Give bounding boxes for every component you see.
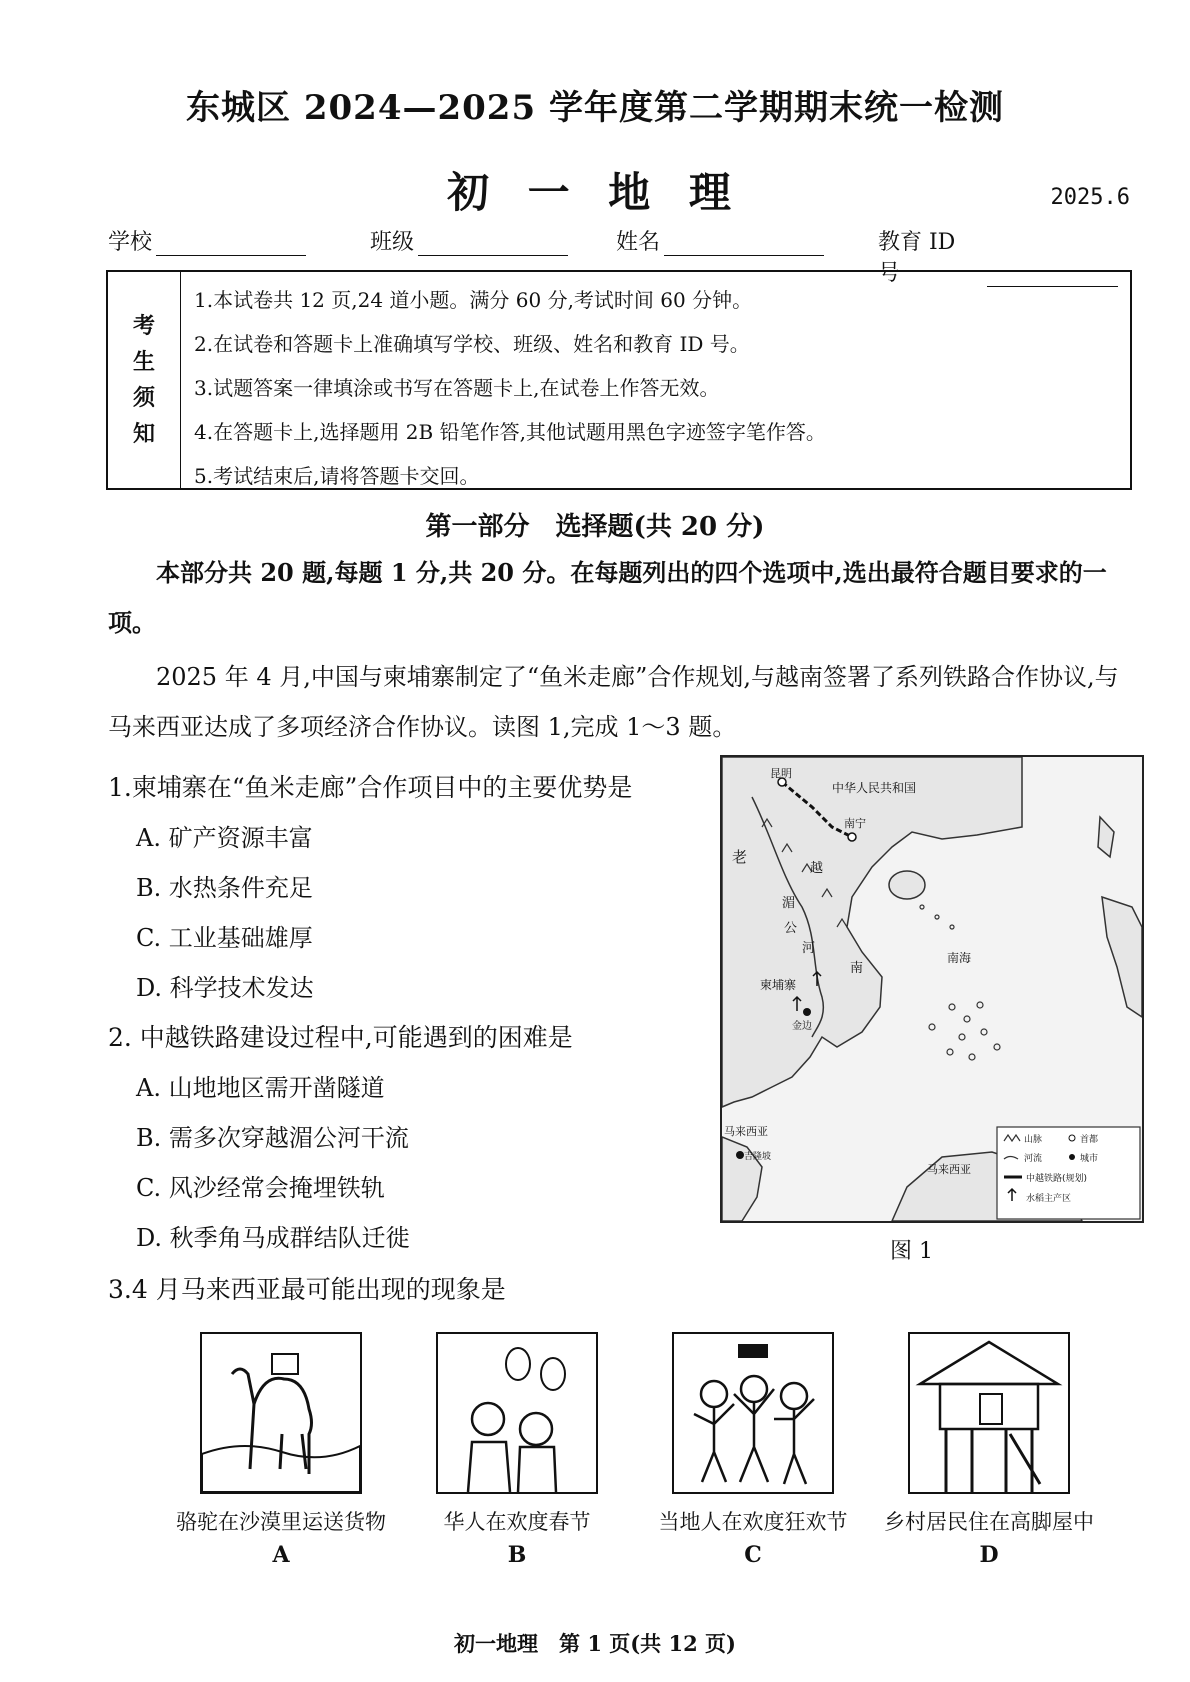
figure-1-map (720, 755, 1144, 1223)
hainan-island (889, 871, 925, 899)
map-label-south-china-sea: 南海 (947, 951, 972, 965)
option-c-letter[interactable]: C (744, 1542, 762, 1568)
spring-festival-icon (438, 1334, 596, 1492)
map-label-nanning: 南宁 (844, 817, 866, 830)
map-label-mekong-2: 公 (784, 921, 798, 936)
name-blank[interactable] (664, 229, 824, 256)
question-1-option-c[interactable]: C. 工业基础雄厚 (136, 924, 313, 952)
notice-box (106, 270, 1132, 490)
option-b-letter[interactable]: B (507, 1542, 527, 1568)
legend-mountain-label: 山脉 (1024, 1135, 1043, 1145)
option-a-camel-picture[interactable] (200, 1332, 362, 1494)
notice-item: 5.考试结束后,请将答题卡交回。 (194, 464, 480, 488)
question-2-option-c[interactable]: C. 风沙经常会掩埋铁轨 (136, 1174, 385, 1202)
notice-head-char: 知 (132, 421, 155, 447)
school-label: 学校 (108, 230, 153, 255)
notice-item: 3.试题答案一律填涂或书写在答题卡上,在试卷上作答无效。 (194, 376, 720, 400)
map-label-mekong-1: 湄 (782, 896, 796, 911)
exam-date: 2025.6 (1050, 185, 1130, 210)
philippines-shape (1102, 897, 1142, 1017)
option-c-caption: 当地人在欢度狂欢节 (658, 1510, 848, 1534)
notice-head-char: 生 (132, 349, 155, 375)
legend-capital-icon (1069, 1135, 1075, 1141)
option-b-spring-festival-picture[interactable] (436, 1332, 598, 1494)
map-label-mekong-3: 河 (802, 941, 816, 956)
notice-item: 1.本试卷共 12 页,24 道小题。满分 60 分,考试时间 60 分钟。 (194, 288, 753, 312)
legend-railway-label: 中越铁路(规划) (1026, 1174, 1088, 1184)
class-field[interactable] (370, 225, 568, 256)
taiwan-island (1098, 817, 1114, 857)
notice-item: 2.在试卷和答题卡上准确填写学校、班级、姓名和教育 ID 号。 (194, 332, 750, 356)
option-b-caption: 华人在欢度春节 (443, 1510, 591, 1534)
exam-title: 东城区 2024—2025 学年度第二学期期末统一检测 (186, 88, 1004, 128)
map-label-kunming: 昆明 (770, 767, 792, 780)
map-label-phnom-penh: 金边 (792, 1021, 812, 1032)
notice-item: 4.在答题卡上,选择题用 2B 铅笔作答,其他试题用黑色字迹签字笔作答。 (194, 420, 826, 444)
question-context: 2025 年 4 月,中国与柬埔寨制定了“鱼米走廊”合作规划,与越南签署了系列铁路合作协议,与马来西亚达成了多项经济合作协议。读图 1,完成 1～3 题。 (108, 663, 1119, 741)
nanning-marker (848, 833, 856, 841)
school-blank[interactable] (156, 229, 306, 256)
name-label: 姓名 (616, 230, 661, 255)
id-label: 教育 ID 号 (878, 230, 956, 286)
mainland-shape (722, 757, 1022, 1107)
malay-peninsula-shape (722, 1137, 762, 1221)
notice-heading (108, 272, 181, 488)
option-d-stilt-house-picture[interactable] (908, 1332, 1070, 1494)
question-2-option-b[interactable]: B. 需多次穿越湄公河干流 (136, 1124, 409, 1152)
question-3-stem: 3.4 月马来西亚最可能出现的现象是 (108, 1275, 506, 1304)
question-1-option-d[interactable]: D. 科学技术发达 (136, 974, 314, 1002)
option-c-carnival-picture[interactable] (672, 1332, 834, 1494)
question-2-option-d[interactable]: D. 秋季角马成群结队迁徙 (136, 1224, 410, 1252)
notice-head-char: 须 (132, 385, 155, 411)
camel-icon (202, 1334, 360, 1492)
carnival-icon (674, 1334, 832, 1492)
legend-city-icon (1069, 1154, 1075, 1160)
map-label-yue: 越 (810, 861, 824, 876)
question-2-stem: 2. 中越铁路建设过程中,可能遇到的困难是 (108, 1023, 573, 1052)
notice-list (194, 280, 1120, 500)
notice-head-char: 考 (132, 313, 155, 339)
option-d-letter[interactable]: D (979, 1542, 999, 1568)
map-label-nan: 南 (850, 961, 864, 976)
option-a-letter[interactable]: A (272, 1542, 290, 1568)
section-title: 第一部分 选择题(共 20 分) (425, 512, 765, 542)
subject-title: 初 一 地 理 (447, 168, 743, 217)
map-label-malaysia-west: 马来西亚 (724, 1125, 768, 1138)
map-label-laos: 老 (732, 848, 748, 866)
legend-capital-label: 首都 (1080, 1135, 1099, 1145)
class-blank[interactable] (418, 229, 568, 256)
page-footer: 初一地理 第 1 页(共 12 页) (454, 1631, 736, 1656)
legend-city-label: 城市 (1080, 1154, 1099, 1164)
map-label-malaysia-east: 马来西亚 (927, 1163, 971, 1176)
question-2-option-a[interactable]: A. 山地地区需开凿隧道 (136, 1074, 385, 1102)
name-field[interactable] (616, 225, 824, 256)
stilt-house-icon (910, 1334, 1068, 1492)
map-label-kuala-lumpur: 吉隆坡 (744, 1152, 772, 1162)
student-info-row (108, 225, 1118, 286)
question-1-option-b[interactable]: B. 水热条件充足 (136, 874, 313, 902)
option-d-caption: 乡村居民住在高脚屋中 (884, 1510, 1094, 1534)
map-label-cambodia: 柬埔寨 (760, 978, 797, 992)
class-label: 班级 (370, 230, 415, 255)
school-field[interactable] (108, 225, 306, 256)
phnom-penh-marker (803, 1008, 811, 1016)
legend-box (997, 1127, 1140, 1219)
option-a-caption: 骆驼在沙漠里运送货物 (176, 1510, 386, 1534)
figure-1-caption: 图 1 (890, 1239, 933, 1264)
kuala-lumpur-marker (736, 1151, 744, 1159)
section-instruction: 本部分共 20 题,每题 1 分,共 20 分。在每题列出的四个选项中,选出最符合题目要求的一项。 (108, 558, 1107, 637)
legend-rice-label: 水稻主产区 (1026, 1194, 1072, 1204)
spratly-islands (920, 905, 1000, 1060)
map-drawing (722, 757, 1142, 1221)
question-1-stem: 1.柬埔寨在“鱼米走廊”合作项目中的主要优势是 (108, 773, 633, 802)
question-1-option-a[interactable]: A. 矿产资源丰富 (136, 824, 313, 852)
map-label-china: 中华人民共和国 (832, 781, 917, 795)
legend-river-label: 河流 (1024, 1154, 1043, 1164)
